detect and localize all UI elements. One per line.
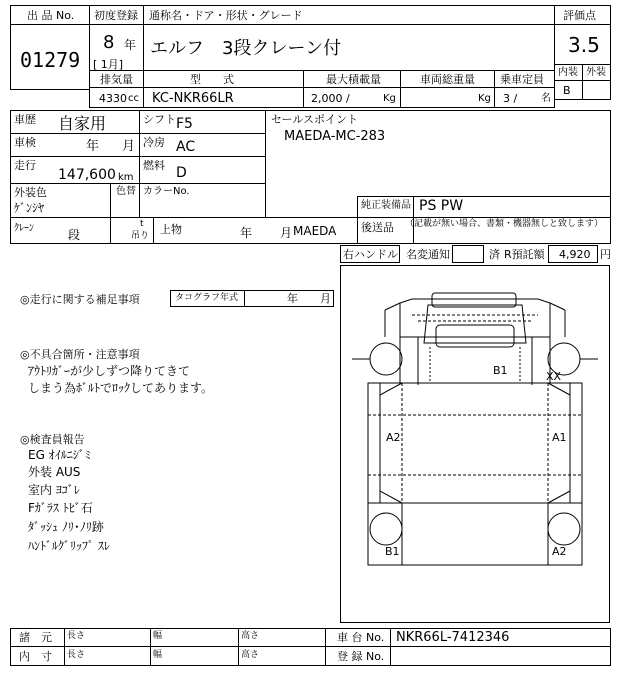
chassis-label: 車 台 No. <box>337 631 385 644</box>
inspector-line: EG ｵｲﾙﾆｼﾞﾐ <box>28 448 91 462</box>
tacho-month: 月 <box>320 292 331 305</box>
max-load-unit: Kg <box>383 93 396 104</box>
rhd-label: 右ハンドル <box>343 248 398 261</box>
divider <box>10 133 265 134</box>
divider <box>10 156 265 157</box>
inspector-line: 外装 AUS <box>28 465 81 479</box>
fuel-label: 燃料 <box>143 159 165 172</box>
displacement-unit: cc <box>128 93 139 104</box>
divider <box>10 217 611 218</box>
divider <box>357 217 358 244</box>
crane-label: ｸﾚｰﾝ <box>14 223 34 234</box>
divider <box>265 110 266 218</box>
body-year: 年 <box>240 226 253 240</box>
first-reg-year-unit: 年 <box>124 38 137 52</box>
capacity-unit: 名 <box>541 93 551 104</box>
divider <box>390 628 391 666</box>
length-label: 長さ <box>67 631 86 641</box>
retrofit-note: （記載が無い場合、書類・機器無しと致します） <box>405 219 604 229</box>
divider <box>244 290 245 307</box>
defects-line-2: しまう為ﾎﾞﾙﾄでﾛｯｸしてあります。 <box>28 381 214 395</box>
ac-label: 冷房 <box>143 136 165 149</box>
damage-mark-a1-right: A1 <box>552 431 567 444</box>
retrofit-label: 後送品 <box>361 221 394 234</box>
height-label: 高さ <box>241 631 260 641</box>
inspector-line: 室内 ﾖｺﾞﾚ <box>28 483 80 497</box>
front-left-wheel <box>370 343 402 375</box>
inspector-line: Fｶﾞﾗｽ ﾄﾋﾞ石 <box>28 501 93 515</box>
recycle-unit: 円 <box>600 248 611 261</box>
divider <box>139 183 140 217</box>
divider <box>238 628 239 666</box>
sales-point-label: セールスポイント <box>271 113 359 126</box>
divider <box>110 183 111 244</box>
divider <box>357 196 611 197</box>
body-month: 月 <box>280 226 293 240</box>
inspection-label: 車検 <box>14 136 36 149</box>
dims-label: 諸 元 <box>19 631 52 644</box>
displacement-value: 4330 <box>99 92 127 105</box>
mileage-label: 走行 <box>14 159 36 172</box>
score-value: 3.5 <box>568 33 600 57</box>
color-label: 外装色 <box>14 186 47 199</box>
first-reg-month: [ 1月] <box>93 58 124 71</box>
interior-dims-label: 内 寸 <box>19 650 52 663</box>
inspection-month: 月 <box>122 139 136 154</box>
rear-right-wheel <box>548 513 580 545</box>
inspection-year: 年 <box>86 139 100 154</box>
shift-label: シフト <box>143 113 176 126</box>
width-label: 幅 <box>153 650 163 660</box>
chassis-number: NKR66L-7412346 <box>396 630 510 645</box>
dash <box>436 325 514 347</box>
exterior-grade-cell <box>582 80 611 100</box>
divider <box>10 183 266 184</box>
damage-mark-a2-bottom: A2 <box>552 545 567 558</box>
score-label: 評価点 <box>563 9 596 22</box>
model-code: KC-NKR66LR <box>152 91 234 106</box>
recycle-deposit-value: 4,920 <box>559 248 591 261</box>
damage-mark-b1-bottom: B1 <box>385 545 400 558</box>
rear-left-wheel <box>370 513 402 545</box>
lot-number: 01279 <box>20 48 81 72</box>
name-change-label: 名変通知 <box>406 248 450 261</box>
capacity-value: 3 / <box>503 92 518 105</box>
divider <box>325 628 326 666</box>
history-value: 自家用 <box>58 114 107 133</box>
gross-weight-unit: Kg <box>478 93 491 104</box>
truck-diagram <box>340 265 610 623</box>
driving-notes-title: ◎走行に関する補足事項 <box>20 293 140 306</box>
recycle-deposit-label: R預託額 <box>504 248 545 261</box>
tacho-year: 年 <box>287 292 298 305</box>
displacement-label: 排気量 <box>100 73 133 86</box>
mileage-unit: km <box>118 172 134 183</box>
first-reg-label: 初度登録 <box>94 9 138 22</box>
footer-frame <box>10 628 611 666</box>
inspector-line: ﾀﾞｯｼｭ ﾉﾘ･ﾉﾘ跡 <box>28 520 104 534</box>
crane-stage: 段 <box>68 228 81 242</box>
interior-label: 内装 <box>558 67 578 78</box>
damage-mark-xx: XX <box>546 370 562 383</box>
damage-mark-a2-left: A2 <box>386 431 401 444</box>
recycle-label: 済 <box>489 248 500 261</box>
color-no-label: カラーNo. <box>143 186 190 197</box>
body-maker: MAEDA <box>293 224 337 238</box>
body-label: 上物 <box>160 223 182 236</box>
ac-value: AC <box>176 139 196 155</box>
divider <box>10 646 611 647</box>
length-label: 長さ <box>67 650 86 660</box>
sales-point-value: MAEDA-MC-283 <box>284 129 386 144</box>
divider <box>64 628 65 666</box>
shift-value: F5 <box>176 116 193 132</box>
divider <box>139 110 140 184</box>
max-load-value: 2,000 / <box>311 92 350 105</box>
car-name: エルフ 3段クレーン付 <box>150 38 342 59</box>
damage-mark-b1-top: B1 <box>493 364 508 377</box>
fuel-value: D <box>176 165 187 181</box>
divider <box>150 628 151 666</box>
crane-ton-label: 吊り <box>131 231 150 241</box>
model-label: 型 式 <box>190 73 234 86</box>
defects-title: ◎不具合箇所・注意事項 <box>20 348 140 361</box>
equipment-value: PS PW <box>419 198 464 214</box>
divider <box>357 196 358 218</box>
model-header: 通称名・ドア・形状・グレード <box>149 9 303 22</box>
width-label: 幅 <box>153 631 163 641</box>
height-label: 高さ <box>241 650 260 660</box>
history-label: 車歴 <box>14 113 36 126</box>
max-load-label: 最大積載量 <box>326 73 381 86</box>
mileage-value: 147,600 <box>58 167 116 183</box>
rear-frame <box>368 503 582 565</box>
first-reg-year: 8 <box>103 32 115 53</box>
inspector-line: ﾊﾝﾄﾞﾙｸﾞﾘｯﾌﾟ ｽﾚ <box>28 539 110 553</box>
color-tone-label: 色替 <box>116 186 136 197</box>
equipment-label: 純正装備品 <box>361 200 411 211</box>
inspector-title: ◎検査員報告 <box>20 433 85 446</box>
capacity-label: 乗車定員 <box>500 73 544 86</box>
lot-label: 出 品 No. <box>27 9 75 22</box>
registration-label: 登 録 No. <box>337 650 385 663</box>
divider <box>153 217 154 244</box>
tacho-label: タコグラフ年式 <box>175 293 239 303</box>
exterior-label: 外装 <box>586 67 606 78</box>
crane-ton-top: t <box>140 219 144 229</box>
color-value: ｹﾞﾝｼﾔ <box>14 201 45 215</box>
name-change-box <box>452 245 484 263</box>
gross-weight-label: 車両総重量 <box>420 73 475 86</box>
interior-grade: B <box>563 84 571 97</box>
defects-line-1: ｱｳﾄﾘｶﾞｰが少しずつ降りてきて <box>28 364 191 378</box>
